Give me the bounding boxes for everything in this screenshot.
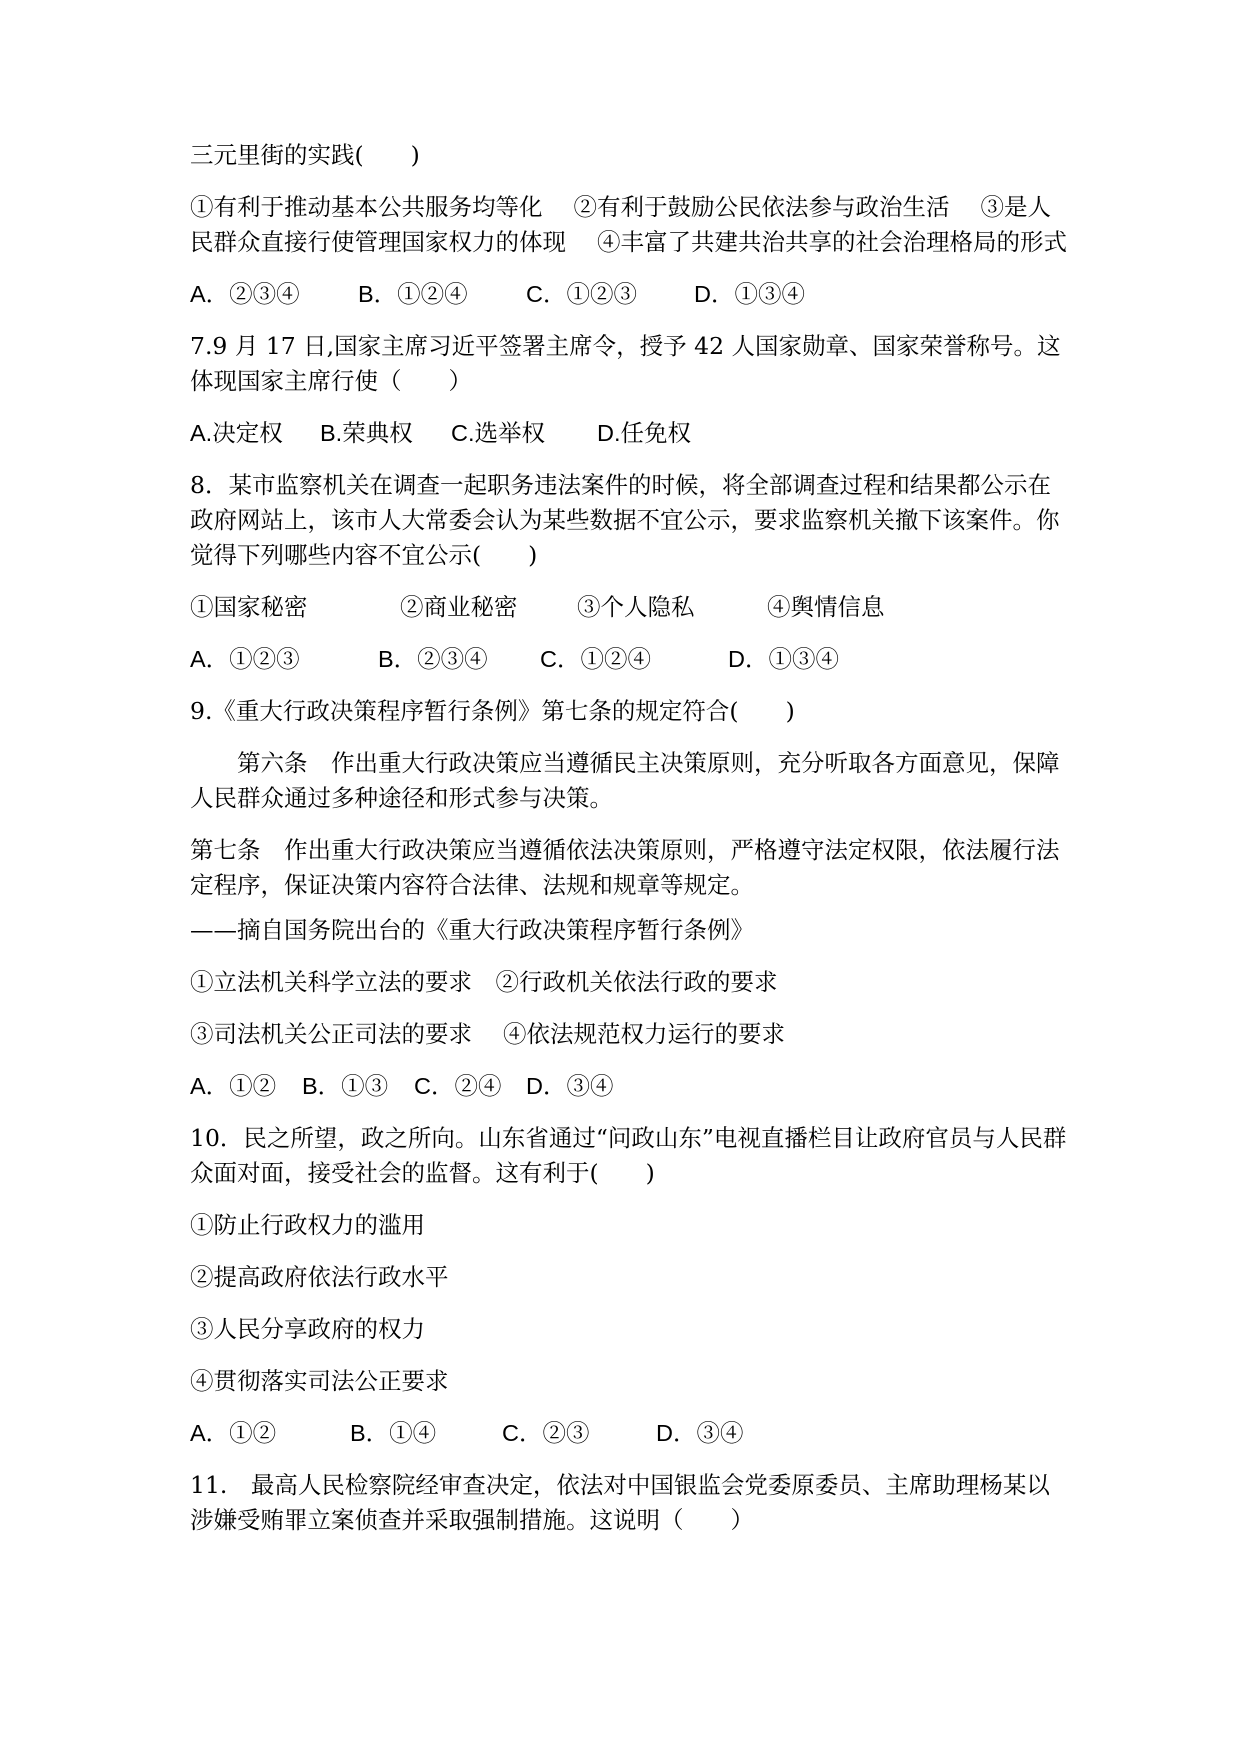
- q6-option-c: C．①②③: [526, 281, 637, 307]
- q9-source: ——摘自国务院出台的《重大行政决策程序暂行条例》: [190, 916, 754, 944]
- q8-stem: 8．某市监察机关在调查一起职务违法案件的时候，将全部调查过程和结果都公示在政府网站上，该市人大常委会认为某些数据不宜公示，要求监察机关撤下该案件。你觉得下列哪些内容不宜公示( ): [190, 471, 1060, 569]
- q10-option-d: D．③④: [656, 1420, 744, 1446]
- q9-stem: 9.《重大行政决策程序暂行条例》第七条的规定符合( ): [190, 697, 795, 725]
- q8-option-d: D．①③④: [728, 646, 839, 672]
- q11-stem: 11. 最高人民检察院经审查决定，依法对中国银监会党委原委员、主席助理杨某以涉嫌受贿罪立案侦查并采取强制措施。这说明（ ）: [190, 1471, 1050, 1534]
- q9-option-a: A．①②: [190, 1073, 277, 1099]
- q9-option-b: B．①③: [302, 1073, 389, 1099]
- q9-option-c: C．②④: [414, 1073, 502, 1099]
- q7-option-c: C.选举权: [451, 420, 545, 446]
- q10-item-4: ④贯彻落实司法公正要求: [190, 1367, 449, 1395]
- q7-option-b: B.荣典权: [320, 420, 413, 446]
- q7-option-a: A.决定权: [190, 420, 283, 446]
- q8-options: [190, 642, 1070, 677]
- q6-option-a: A．②③④: [190, 281, 300, 307]
- q8-option-c: C．①②④: [540, 646, 651, 672]
- exam-content: [190, 138, 1070, 1555]
- q6-options: [190, 277, 1070, 312]
- q9-items-line1: ①立法机关科学立法的要求 ②行政机关依法行政的要求: [190, 968, 778, 996]
- q8-option-a: A．①②③: [190, 646, 300, 672]
- q8-item-3: ③个人隐私: [577, 593, 695, 621]
- q8-items: [190, 590, 1070, 625]
- q7-option-d: D.任免权: [597, 420, 691, 446]
- q8-item-1: ①国家秘密: [190, 593, 308, 621]
- q9-quote-article-7: 第七条 作出重大行政决策应当遵循依法决策原则，严格遵守法定权限，依法履行法定程序，保证决策内容符合法律、法规和规章等规定。: [190, 836, 1060, 899]
- q10-item-3: ③人民分享政府的权力: [190, 1315, 425, 1343]
- q9-option-d: D．③④: [526, 1073, 614, 1099]
- q9-items-line2: ③司法机关公正司法的要求 ④依法规范权力运行的要求: [190, 1020, 785, 1048]
- q6-items: ①有利于推动基本公共服务均等化 ②有利于鼓励公民依法参与政治生活 ③是人民群众直接行使管理国家权力的体现 ④丰富了共建共治共享的社会治理格局的形式: [190, 193, 1067, 256]
- q10-stem: 10．民之所望，政之所向。山东省通过“问政山东”电视直播栏目让政府官员与人民群众面对面，接受社会的监督。这有利于( ): [190, 1124, 1067, 1187]
- q10-option-c: C．②③: [502, 1420, 590, 1446]
- q10-options: [190, 1416, 1070, 1451]
- q10-item-1: ①防止行政权力的滥用: [190, 1211, 425, 1239]
- q6-option-d: D．①③④: [694, 281, 805, 307]
- q9-quote-article-6: 第六条 作出重大行政决策应当遵循民主决策原则，充分听取各方面意见，保障人民群众通过多种途径和形式参与决策。: [190, 749, 1060, 812]
- q9-options: [190, 1069, 1070, 1104]
- q6-stem-tail: 三元里街的实践( ): [190, 141, 420, 169]
- q7-options: [190, 416, 1070, 451]
- q8-item-4: ④舆情信息: [767, 593, 885, 621]
- q6-option-b: B．①②④: [358, 281, 468, 307]
- q10-option-a: A．①②: [190, 1420, 277, 1446]
- q8-item-2: ②商业秘密: [400, 593, 518, 621]
- q8-option-b: B．②③④: [378, 646, 488, 672]
- q10-item-2: ②提高政府依法行政水平: [190, 1263, 449, 1291]
- q7-stem: 7.9 月 17 日,国家主席习近平签署主席令，授予 42 人国家勋章、国家荣誉称号。这体现国家主席行使（ ）: [190, 332, 1061, 395]
- q10-option-b: B．①④: [350, 1420, 437, 1446]
